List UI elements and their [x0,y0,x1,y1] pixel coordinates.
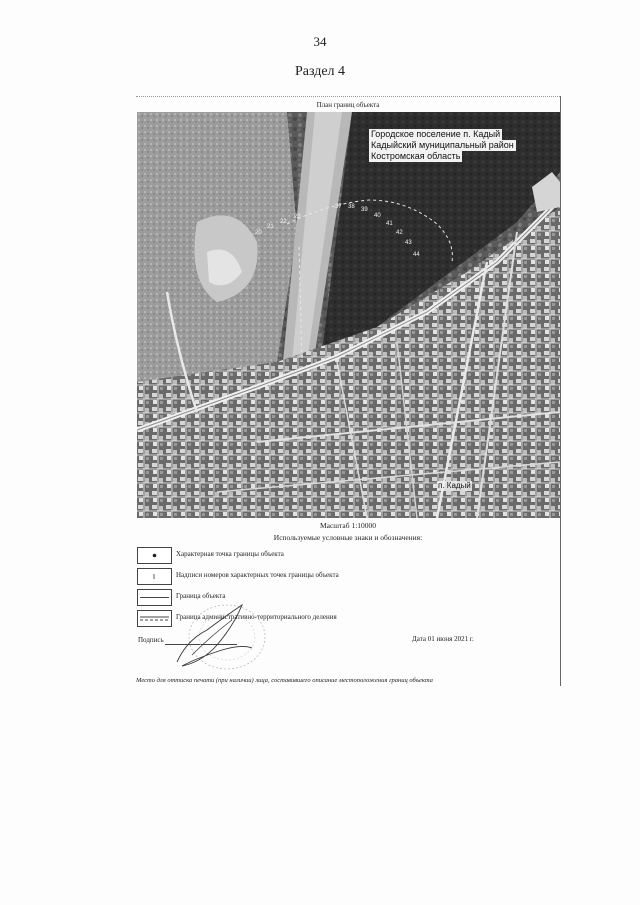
frame-top-border [136,96,560,97]
page-number: 34 [313,34,327,49]
satellite-map [137,112,560,518]
point-number-label: 38 [348,204,355,210]
point-number-label: 42 [396,230,403,236]
point-dot-icon [138,548,171,563]
legend-text-point: Характерная точка границы объекта [176,550,284,558]
point-number-label: 43 [405,240,412,246]
map-image [137,112,560,518]
legend-admin-box [137,610,172,627]
settlement-label: п. Кадый [438,481,471,490]
point-number-label: 39 [361,207,368,213]
signature-date: Дата 01 июня 2021 г. [412,635,474,643]
legend-point-box [137,547,172,564]
point-number-label: 20 [255,230,262,236]
point-number-label: 21 [267,224,274,230]
legend-text-boundary: Граница объекта [176,592,226,600]
boundary-line-icon [138,590,171,605]
map-scale: Масштаб 1:10000 [319,521,377,530]
map-label-district: Кадыйский муниципальный район [371,140,514,150]
legend-boundary-box [137,589,172,606]
stamp-and-signature [172,600,272,675]
point-number-label: 41 [386,221,393,227]
admin-boundary-line-icon [138,611,171,626]
signature-label: Подпись [138,636,164,644]
label-icon [138,569,171,584]
legend-text-admin: Граница административно-территориального деления [176,613,337,621]
footer-note: Место для оттиска печати (при наличии) лица, составившего описание местоположения границ объекта [136,677,433,684]
point-number-label: 44 [413,252,420,258]
legend-text-label: Надписи номеров характерных точек границы объекта [176,571,339,579]
legend-title: Используемые условные знаки и обозначения: [273,533,423,542]
map-label-settlement: Городское поселение п. Кадый [371,129,501,139]
plan-caption: План границ объекта [316,101,380,109]
map-label-region: Костромская область [371,151,461,161]
point-number-label: 37 [335,204,342,210]
section-title: Раздел 4 [294,64,346,79]
point-number-label: 23 [294,214,301,220]
legend-label-box [137,568,172,585]
point-number-label: 22 [280,219,287,225]
point-number-label: 40 [374,213,381,219]
